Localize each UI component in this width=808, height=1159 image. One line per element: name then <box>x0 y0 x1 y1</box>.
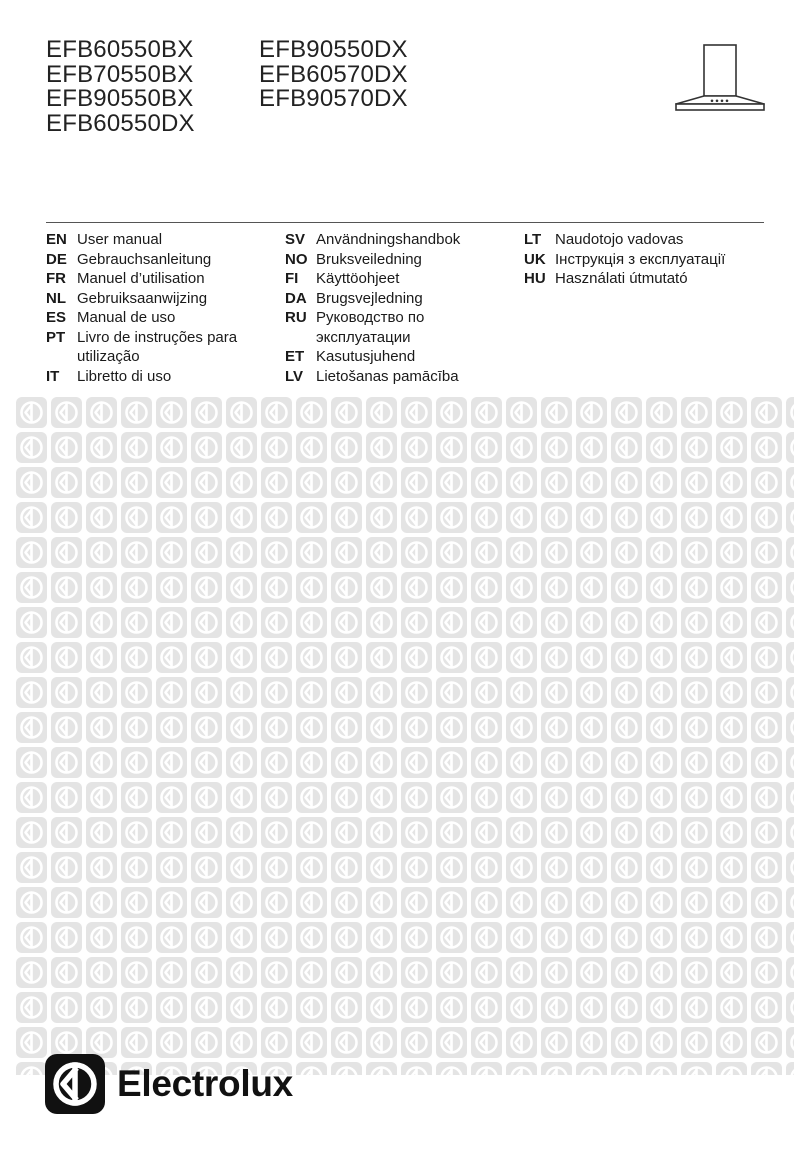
model-number: EFB60550DX <box>46 109 195 137</box>
manual-title: Manuel d’utilisation <box>77 270 205 287</box>
manual-title: Libretto di uso <box>77 367 172 385</box>
language-entry <box>285 367 524 387</box>
language-code: SV <box>285 231 306 248</box>
manual-title: Naudotojo vadovas <box>555 231 684 248</box>
language-entry <box>46 308 285 328</box>
language-code: LT <box>524 231 542 248</box>
model-list <box>46 38 472 136</box>
language-entry <box>285 230 524 250</box>
manual-title: Käyttöohjeet <box>316 270 400 287</box>
language-entry <box>46 269 285 289</box>
language-column-1 <box>46 230 285 386</box>
model-column-2 <box>259 38 472 136</box>
language-column-3 <box>524 230 763 386</box>
language-entry <box>46 328 285 367</box>
language-code: EN <box>46 231 67 248</box>
model-number: EFB60570DX <box>259 60 408 88</box>
model-number: EFB90570DX <box>259 85 408 112</box>
brand-logo <box>44 1053 293 1115</box>
model-number: EFB90550DX <box>259 36 408 63</box>
manual-title: Lietošanas pamācība <box>316 367 459 385</box>
manual-title: Kasutusjuhend <box>316 348 416 365</box>
language-entry <box>46 230 285 250</box>
language-code: PT <box>46 328 66 346</box>
cooker-hood-icon <box>674 44 766 114</box>
manual-title: Руководство по эксплуатации <box>316 309 425 346</box>
language-entry <box>285 250 524 270</box>
language-entry <box>285 289 524 309</box>
language-code: ET <box>285 348 305 365</box>
brand-name: Electrolux <box>117 1063 293 1104</box>
manual-title: Användningshandbok <box>316 231 461 248</box>
language-code: ES <box>46 309 67 326</box>
language-code: HU <box>524 270 546 287</box>
brand-pattern-background <box>14 395 794 1075</box>
manual-title: User manual <box>77 231 163 248</box>
manual-title: Gebruiksaanwijzing <box>77 289 208 307</box>
language-code: DE <box>46 250 67 268</box>
manual-title: Gebrauchsanleitung <box>77 250 212 268</box>
model-column-1 <box>46 38 259 136</box>
language-code: NO <box>285 250 308 268</box>
language-entry <box>46 250 285 270</box>
model-number: EFB70550BX <box>46 60 194 88</box>
manual-title: Livro de instruções para utilização <box>77 328 238 365</box>
language-entry <box>285 347 524 367</box>
language-index <box>46 230 763 386</box>
manual-title: Használati útmutató <box>555 270 688 287</box>
language-entry <box>285 269 524 289</box>
manual-title: Manual de uso <box>77 309 176 326</box>
language-entry <box>46 367 285 387</box>
language-code: FI <box>285 270 299 287</box>
language-entry <box>524 269 763 289</box>
language-code: IT <box>46 367 60 385</box>
language-entry <box>46 289 285 309</box>
header-divider <box>46 222 764 223</box>
manual-title: Інструкція з експлуатації <box>555 250 726 268</box>
language-code: LV <box>285 367 304 385</box>
model-number: EFB90550BX <box>46 85 194 112</box>
manual-title: Bruksveiledning <box>316 250 422 268</box>
language-code: DA <box>285 289 307 307</box>
language-code: RU <box>285 309 307 326</box>
language-code: FR <box>46 270 66 287</box>
model-number: EFB60550BX <box>46 36 194 63</box>
language-code: NL <box>46 289 66 307</box>
electrolux-logo-icon <box>44 1053 106 1115</box>
language-entry <box>524 230 763 250</box>
language-code: UK <box>524 250 546 268</box>
language-entry <box>285 308 524 347</box>
language-entry <box>524 250 763 270</box>
language-column-2 <box>285 230 524 386</box>
manual-title: Brugsvejledning <box>316 289 423 307</box>
